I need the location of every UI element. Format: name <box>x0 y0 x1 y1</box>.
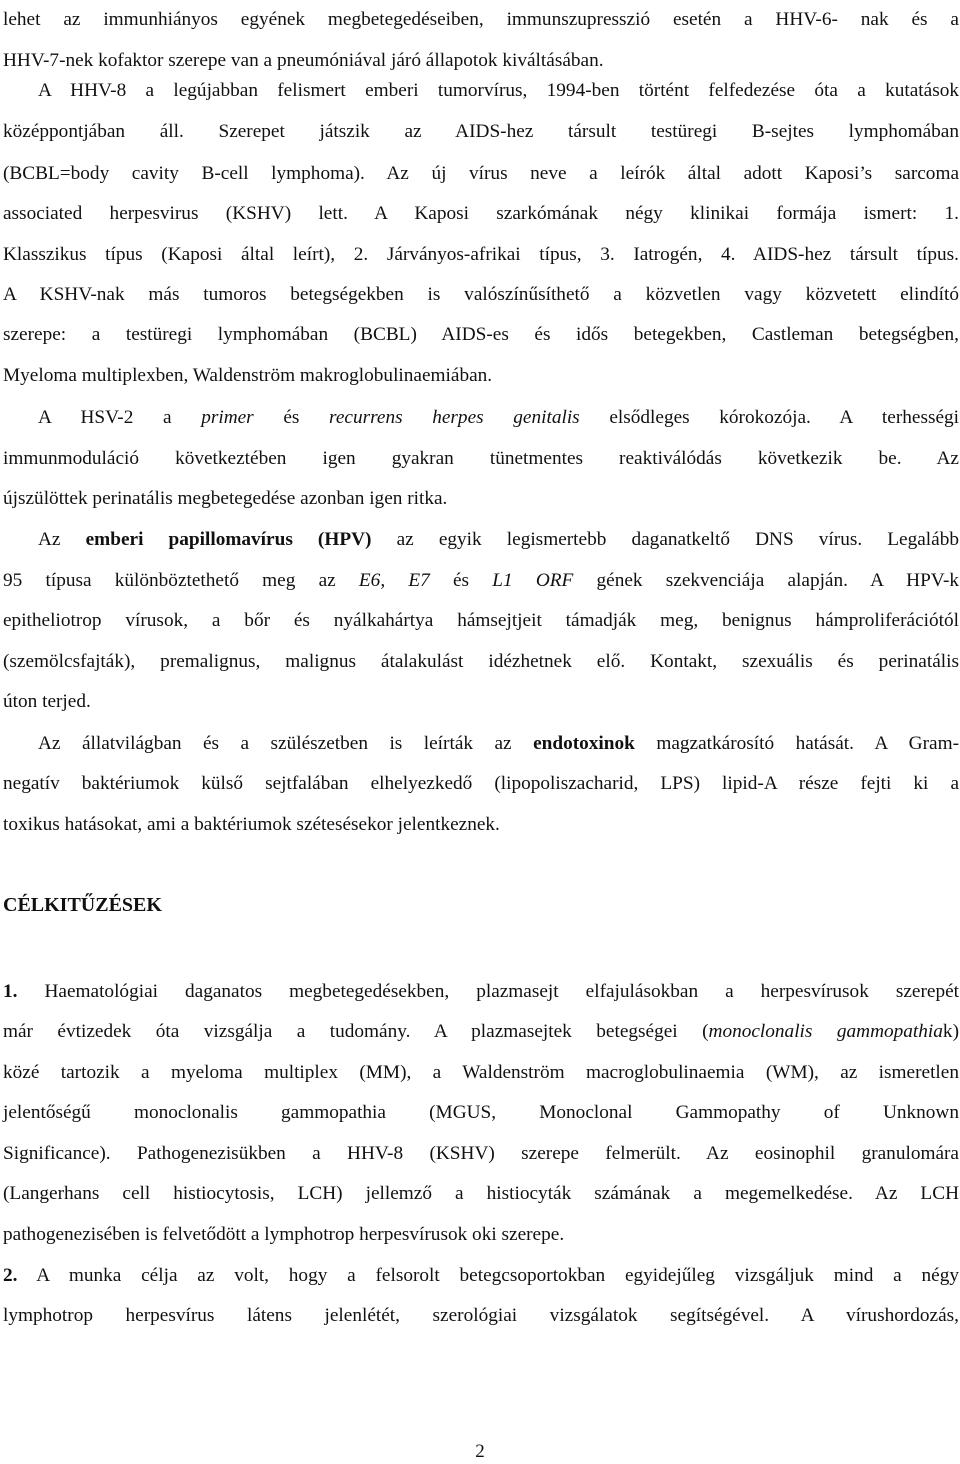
text-run: és <box>253 407 330 428</box>
text-line: Significance). Pathogenezisükben a HHV-8 (KSHV) szerepe felmerült. Az eosinophil granulomára <box>3 1143 959 1164</box>
page-number: 2 <box>475 1441 485 1462</box>
text-line: toxikus hatásokat, ami a baktériumok szétesésekor jelentkeznek. <box>3 814 500 835</box>
text-line <box>3 1256 959 1296</box>
bold-term: emberi papillomavírus (HPV) <box>85 529 372 550</box>
italic-term: monoclonalis gammopathia <box>708 1021 943 1042</box>
text-line: negatív baktériumok külső sejtfalában elhelyezkedő (lipopoliszacharid, LPS) lipid-A része fejti ki a <box>3 773 959 794</box>
text-line <box>3 561 959 601</box>
text-line <box>3 724 959 764</box>
text-run: és <box>429 570 493 591</box>
text-run: A HSV-2 a <box>38 407 202 428</box>
text-run: Az <box>38 529 86 550</box>
text-run: gének szekvenciája alapján. A HPV-k <box>573 570 960 591</box>
text-run: k) <box>942 1021 959 1042</box>
section-heading: CÉLKITŰZÉSEK <box>3 894 162 916</box>
list-number: 1. <box>3 981 18 1002</box>
text-run: Haematológiai daganatos megbetegedésekben, plazmasejt elfajulásokban a herpesvírusok szerepét <box>17 981 959 1002</box>
text-line: pathogenezisében is felvetődött a lymphotrop herpesvírusok oki szerepe. <box>3 1224 565 1245</box>
text-run: A munka célja az volt, hogy a felsorolt betegcsoportokban egyidejűleg vizsgáljuk mind a négy <box>17 1265 959 1286</box>
italic-term: E6, E7 <box>358 570 430 591</box>
text-line: (BCBL=body cavity B-cell lymphoma). Az új vírus neve a leírók által adott Kaposi’s sarcoma <box>3 163 959 184</box>
text-line: újszülöttek perinatális megbetegedése azonban igen ritka. <box>3 488 448 509</box>
text-run: már évtizedek óta vizsgálja a tudomány. A plazmasejtek betegségei ( <box>3 1021 709 1042</box>
text-line <box>3 520 959 560</box>
text-line: associated herpesvirus (KSHV) lett. A Kaposi szarkómának négy klinikai formája ismert: 1. <box>3 203 959 224</box>
text-line: Myeloma multiplexben, Waldenström makroglobulinaemiában. <box>3 365 493 386</box>
italic-term: L1 ORF <box>492 570 574 591</box>
bold-term: endotoxinok <box>533 733 635 754</box>
text-line <box>3 972 959 1012</box>
text-run: elsődleges kórokozója. A terhességi <box>579 407 960 428</box>
text-line: középpontjában áll. Szerepet játszik az AIDS-hez társult testüregi B-sejtes lymphomában <box>3 121 959 142</box>
list-number: 2. <box>3 1265 18 1286</box>
text-line: úton terjed. <box>3 691 91 712</box>
text-line: A KSHV-nak más tumoros betegségekben is valószínűsíthető a közvetlen vagy közvetett elindító <box>3 284 959 305</box>
text-line <box>3 1012 959 1052</box>
text-line: jelentőségű monoclonalis gammopathia (MGUS, Monoclonal Gammopathy of Unknown <box>3 1102 959 1123</box>
text-line: közé tartozik a myeloma multiplex (MM), a Waldenström macroglobulinaemia (WM), az ismeretlen <box>3 1062 959 1083</box>
text-run: Az állatvilágban és a szülészetben is leírták az <box>38 733 534 754</box>
text-line: (Langerhans cell histiocytosis, LCH) jellemző a histiocyták számának a megemelkedése. Az LCH <box>3 1183 959 1204</box>
text-line: HHV-7-nek kofaktor szerepe van a pneumóniával járó állapotok kiváltásában. <box>3 50 604 71</box>
text-line: immunmoduláció következtében igen gyakran tünetmentes reaktiválódás következik be. Az <box>3 448 959 469</box>
text-run: magzatkárosító hatását. A Gram- <box>634 733 959 754</box>
text-line: epitheliotrop vírusok, a bőr és nyálkahártya hámsejtjeit támadják meg, benignus hámproliferációtól <box>3 610 959 631</box>
text-line: Klasszikus típus (Kaposi által leírt), 2. Járványos-afrikai típus, 3. Iatrogén, 4. AIDS-hez társult típus. <box>3 244 959 265</box>
text-line: lymphotrop herpesvírus látens jelenlétét, szerológiai vizsgálatok segítségével. A vírushordozás, <box>3 1305 959 1326</box>
text-line: szerepe: a testüregi lymphomában (BCBL) AIDS-es és idős betegekben, Castleman betegségben, <box>3 324 959 345</box>
text-line: A HHV-8 a legújabban felismert emberi tumorvírus, 1994-ben történt felfedezése óta a kutatások <box>38 80 959 101</box>
italic-term: primer <box>201 407 254 428</box>
text-line: (szemölcsfajták), premalignus, malignus átalakulást idézhetnek elő. Kontakt, szexuális és perinatális <box>3 651 959 672</box>
text-run: 95 típusa különböztethető meg az <box>3 570 359 591</box>
text-line: lehet az immunhiányos egyének megbetegedéseiben, immunszupresszió esetén a HHV-6- nak és a <box>3 9 959 30</box>
text-line <box>3 398 959 438</box>
text-run: az egyik legismertebb daganatkeltő DNS vírus. Legalább <box>371 529 960 550</box>
italic-term: recurrens herpes genitalis <box>329 407 580 428</box>
